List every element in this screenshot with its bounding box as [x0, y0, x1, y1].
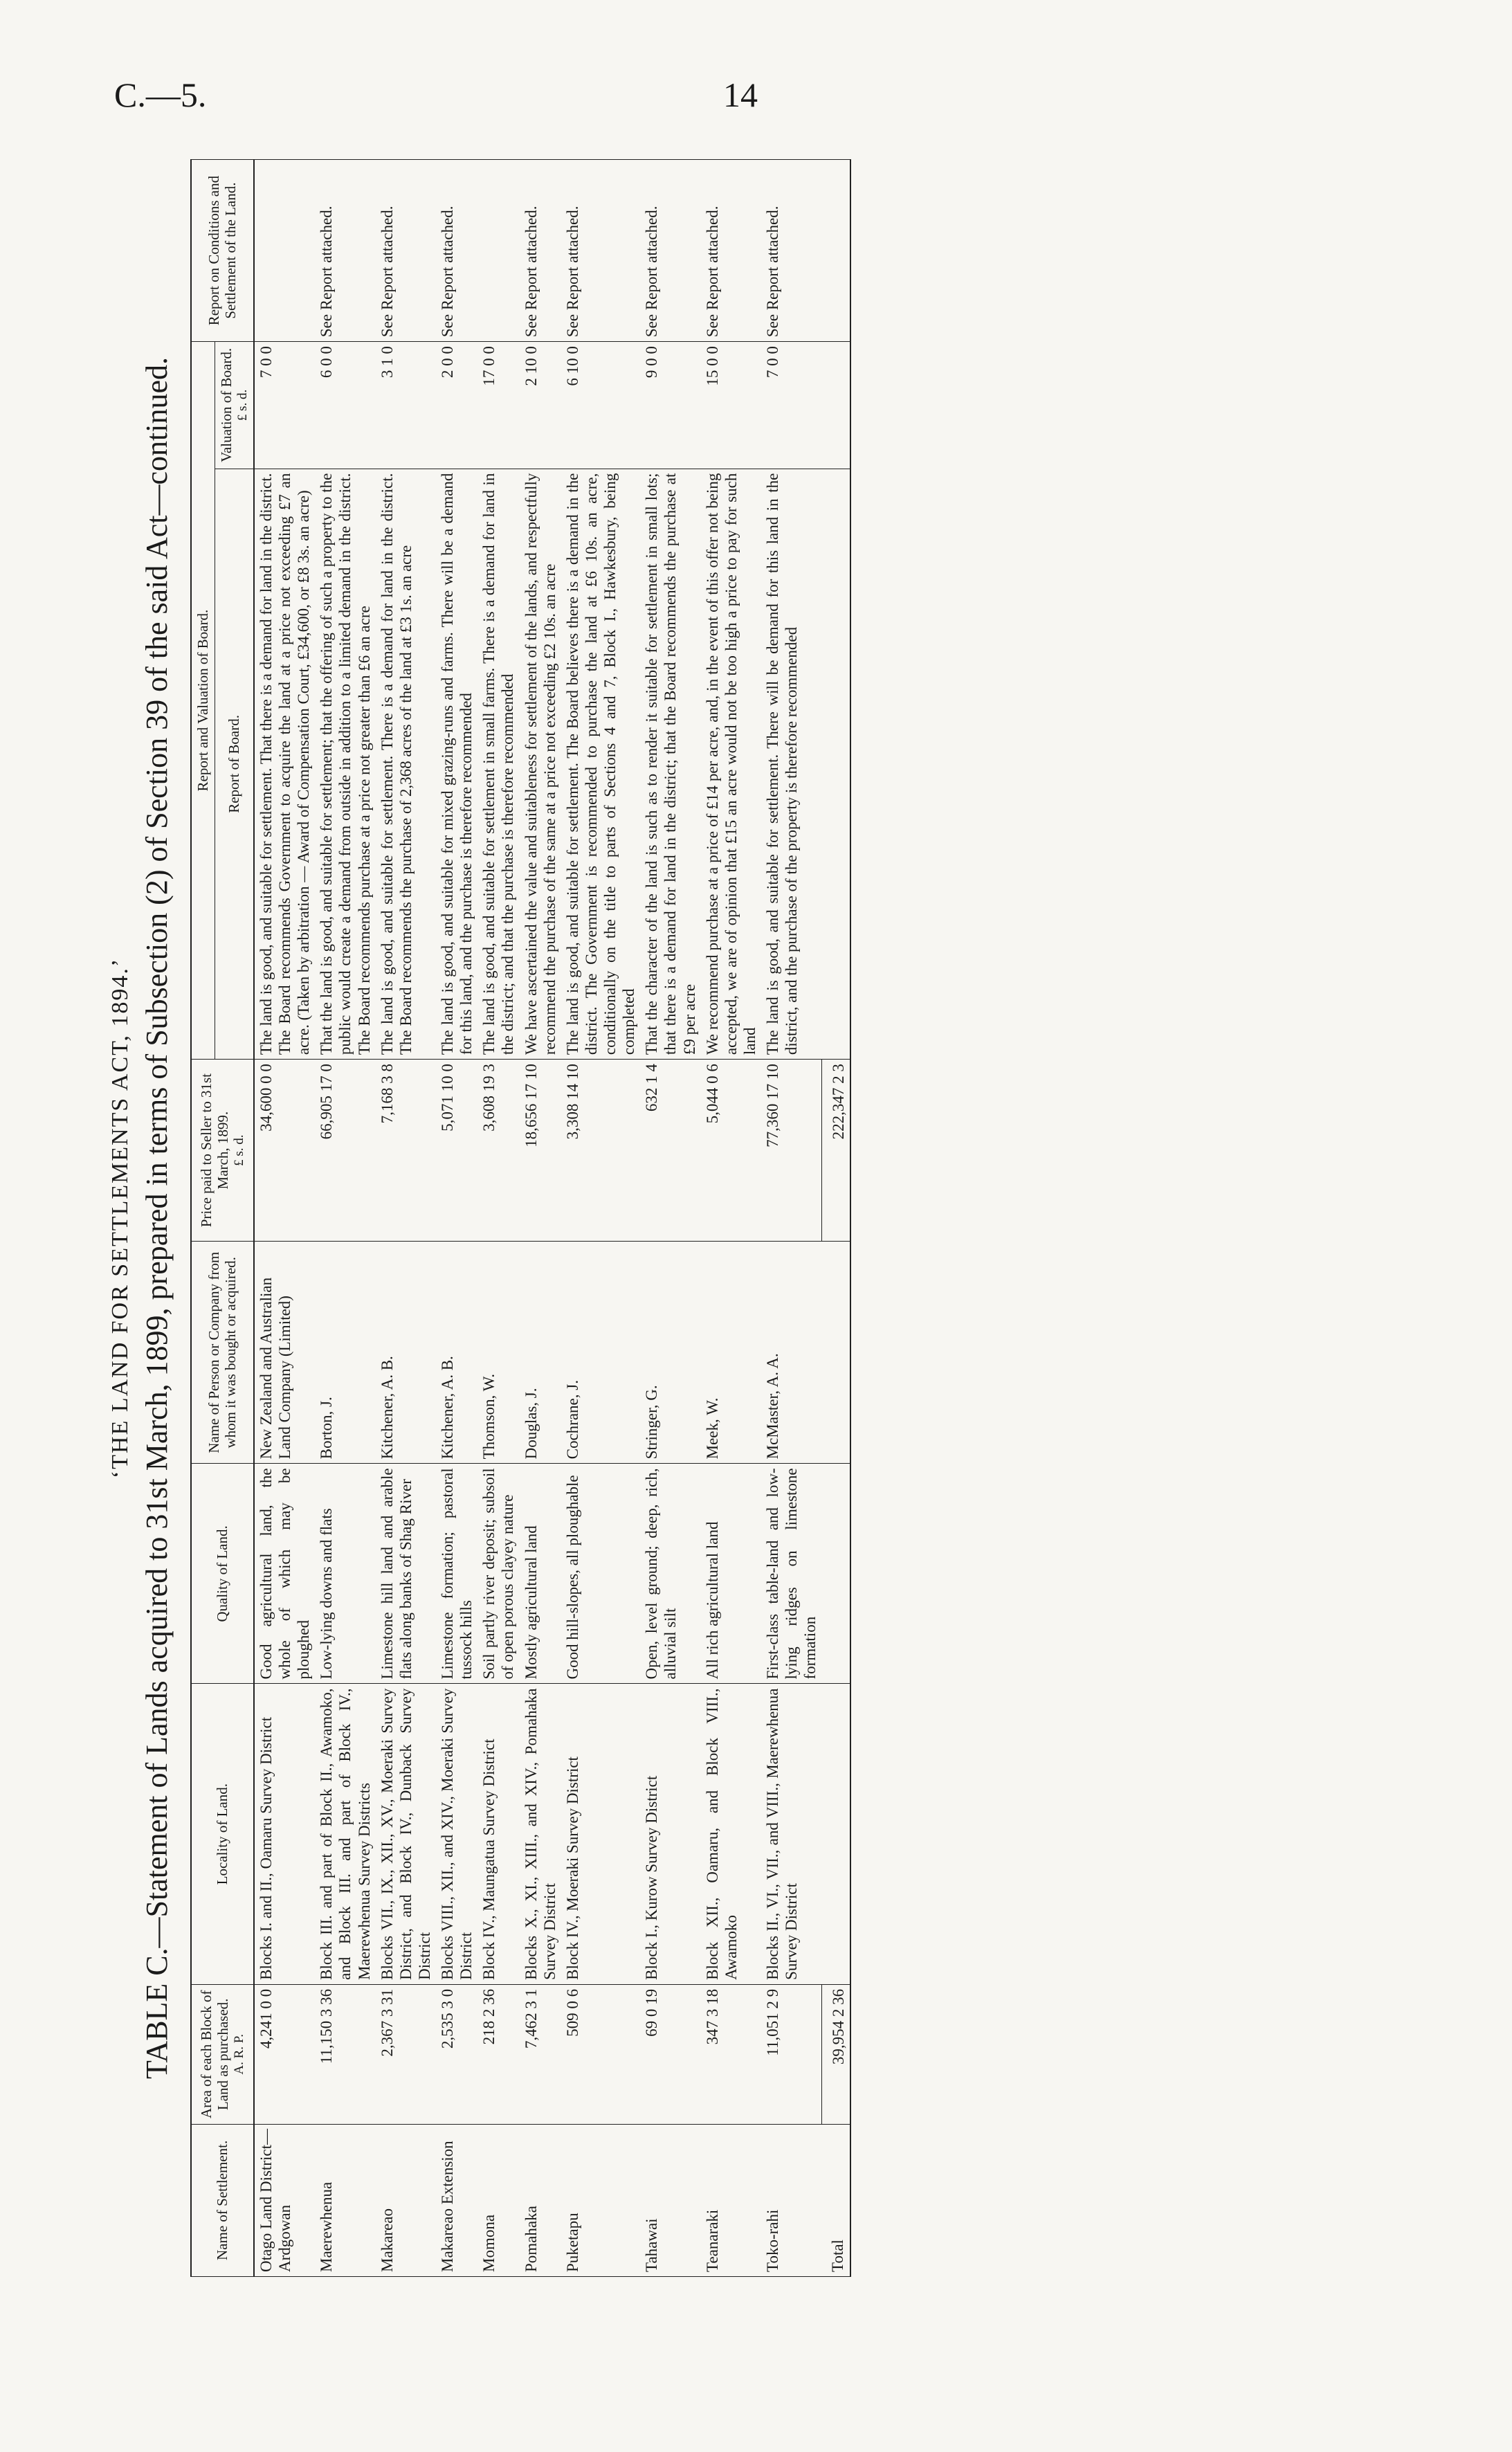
price-value: 34,600 0 0 [254, 1060, 315, 1242]
locality-value: Blocks II., VI., VII., and VIII., Maerewhenua Survey District [761, 1684, 821, 1984]
quality-value: All rich agricultural land [701, 1464, 761, 1684]
table-row [436, 160, 477, 2277]
locality-value: Blocks VIII., XII., and XIV., Moeraki Survey District [436, 1684, 477, 1984]
board-report-value: That the character of the land is such as to render it suitable for settlement in small lots; that there is a demand for land in the district; that the Board recommends the purchase at £9 per acre [640, 469, 700, 1059]
quality-value: Soil partly river deposit; subsoil of open porous clayey nature [477, 1464, 519, 1684]
page-reference: C.—5. [114, 75, 207, 114]
board-report-value: The land is good, and suitable for settlement in small farms. There is a demand for land in the district; and that the purchase is therefore recommended [477, 469, 519, 1059]
locality-value: Block I., Kurow Survey District [640, 1684, 700, 1984]
settlement-name: Maerewhenua [315, 2124, 375, 2276]
conditions-value: See Report attached. [436, 160, 477, 342]
area-value: 509 0 6 [561, 1984, 641, 2124]
valuation-value: 7 0 0 [254, 342, 315, 469]
locality-value: Block III. and part of Block II., Awamoko, and Block III. and part of Block IV., Maerewhenua Survey Districts [315, 1684, 375, 1984]
settlement-name: Momona [477, 2124, 519, 2276]
header-conditions: Report on Conditions and Settlement of the Land. [191, 160, 254, 342]
total-label: Total [821, 2124, 850, 2276]
locality-value: Block XII., Oamaru, and Block VIII., Awamoko [701, 1684, 761, 1984]
conditions-value [254, 160, 315, 342]
header-valuation: Valuation of Board. £ s. d. [215, 342, 254, 469]
valuation-units: £ s. d. [235, 389, 250, 421]
header-board-report: Report of Board. [215, 469, 254, 1059]
table-row [701, 160, 761, 2277]
valuation-value: 2 0 0 [436, 342, 477, 469]
price-units: £ s. d. [232, 1134, 247, 1166]
header-locality: Locality of Land. [191, 1684, 254, 1984]
price-value: 3,608 19 3 [477, 1060, 519, 1242]
valuation-value: 9 0 0 [640, 342, 700, 469]
seller-value: Cochrane, J. [561, 1242, 641, 1464]
area-value: 2,367 3 31 [376, 1984, 436, 2124]
header-board-group: Report and Valuation of Board. [191, 342, 215, 1060]
seller-value: Thomson, W. [477, 1242, 519, 1464]
table-row [640, 160, 700, 2277]
quality-value: Open, level ground; deep, rich, alluvial silt [640, 1464, 700, 1684]
board-report-value: That the land is good, and suitable for settlement; that the offering of such a property to the public would create a demand from outside in addition to a limited demand in the district. The Board recommends purchase at a price not greater than £6 an acre [315, 469, 375, 1059]
table-row [376, 160, 436, 2277]
price-value: 77,360 17 10 [761, 1060, 821, 1242]
table-row [254, 160, 315, 2277]
price-value: 5,044 0 6 [701, 1060, 761, 1242]
board-report-value: We recommend purchase at a price of £14 per acre, and, in the event of this offer not being accepted, we are of opinion that £15 an acre would not be too high a price to pay for such land [701, 469, 761, 1059]
conditions-value: See Report attached. [640, 160, 700, 342]
area-value: 2,535 3 0 [436, 1984, 477, 2124]
locality-value: Blocks I. and II., Oamaru Survey District [254, 1684, 315, 1984]
quality-value: Limestone formation; pastoral tussock hills [436, 1464, 477, 1684]
price-value: 5,071 10 0 [436, 1060, 477, 1242]
locality-value: Block IV., Maungatua Survey District [477, 1684, 519, 1984]
area-units: A. R. P. [232, 2034, 247, 2075]
board-report-value: The land is good, and suitable for settlement. The Board believes there is a demand in the district. The Government is recommended to purchase the land at £6 10s. an acre, conditionally on the title to parts of Sections 4 and 7, Block I., Hawkesbury, being completed [561, 469, 641, 1059]
seller-value: Kitchener, A. B. [376, 1242, 436, 1464]
quality-value: Low-lying downs and flats [315, 1464, 375, 1684]
header-seller: Name of Person or Company from whom it was bought or acquired. [191, 1242, 254, 1464]
seller-value: New Zealand and Australian Land Company (Limited) [254, 1242, 315, 1464]
area-value: 218 2 36 [477, 1984, 519, 2124]
board-report-value: The land is good, and suitable for mixed grazing-runs and farms. There will be a demand for this land, and the purchase is therefore recommended [436, 469, 477, 1059]
area-value: 347 3 18 [701, 1984, 761, 2124]
table-row [477, 160, 519, 2277]
valuation-value: 17 0 0 [477, 342, 519, 469]
conditions-value [477, 160, 519, 342]
valuation-value: 3 1 0 [376, 342, 436, 469]
price-value: 3,308 14 10 [561, 1060, 641, 1242]
board-report-value: We have ascertained the value and suitableness for settlement of the lands, and respectfully recommend the purchase of the same at a price not exceeding £2 10s. an acre [520, 469, 561, 1059]
settlement-name: Toko-rahi [761, 2124, 821, 2276]
rotated-table-page [107, 159, 1401, 2277]
table-body [254, 160, 850, 2277]
conditions-value: See Report attached. [561, 160, 641, 342]
valuation-value: 6 10 0 [561, 342, 641, 469]
area-value: 11,150 3 36 [315, 1984, 375, 2124]
locality-value: Block IV., Moeraki Survey District [561, 1684, 641, 1984]
board-report-value: The land is good, and suitable for settlement. There is a demand for land in the district. The Board recommends the purchase of 2,368 acres of the land at £3 1s. an acre [376, 469, 436, 1059]
conditions-value: See Report attached. [315, 160, 375, 342]
seller-value: Stringer, G. [640, 1242, 700, 1464]
seller-value: McMaster, A. A. [761, 1242, 821, 1464]
conditions-value: See Report attached. [520, 160, 561, 342]
header-area: Area of each Block of Land as purchased. A. R. P. [191, 1984, 254, 2124]
table-title: TABLE C.—Statement of Lands acquired to 31st March, 1899, prepared in terms of Subsection (2) of Section 39 of the said Act—continued. [140, 356, 174, 2080]
board-report-value: The land is good, and suitable for settlement. There will be demand for this land in the district, and the purchase of the property is therefore recommended [761, 469, 821, 1059]
quality-value: Mostly agricultural land [520, 1464, 561, 1684]
total-price: 222,347 2 3 [821, 1060, 850, 1242]
seller-value: Kitchener, A. B. [436, 1242, 477, 1464]
seller-value: Meek, W. [701, 1242, 761, 1464]
board-report-value: The land is good, and suitable for settlement. That there is a demand for land in the district. The Board recommends Government to acquire the land at a price not exceeding £7 an acre. (Taken by arbitration — Award of Compensation Court, £34,600, or £8 3s. an acre) [254, 469, 315, 1059]
conditions-value: See Report attached. [701, 160, 761, 342]
quality-value: Good hill-slopes, all ploughable [561, 1464, 641, 1684]
table-row [315, 160, 375, 2277]
valuation-value: 7 0 0 [761, 342, 821, 469]
conditions-value: See Report attached. [761, 160, 821, 342]
act-title: ‘THE LAND FOR SETTLEMENTS ACT, 1894.’ [107, 957, 133, 1479]
valuation-value: 2 10 0 [520, 342, 561, 469]
settlement-name: Makareao [376, 2124, 436, 2276]
table-header [191, 160, 254, 2277]
seller-value: Douglas, J. [520, 1242, 561, 1464]
settlement-name: Tahawai [640, 2124, 700, 2276]
table-row [561, 160, 641, 2277]
valuation-value: 6 0 0 [315, 342, 375, 469]
locality-value: Blocks VII., IX., XII., XV., Moeraki Survey District, and Block IV., Dunback Survey District [376, 1684, 436, 1984]
header-price: Price paid to Seller to 31st March, 1899. £ s. d. [191, 1060, 254, 1242]
page-number: 14 [723, 75, 758, 114]
settlement-name: Otago Land District— Ardgowan [254, 2124, 315, 2276]
area-value: 4,241 0 0 [254, 1984, 315, 2124]
table-row [761, 160, 821, 2277]
settlement-table [190, 159, 851, 2277]
table-row [520, 160, 561, 2277]
area-value: 11,051 2 9 [761, 1984, 821, 2124]
settlement-name: Puketapu [561, 2124, 641, 2276]
valuation-value: 15 0 0 [701, 342, 761, 469]
area-value: 7,462 3 1 [520, 1984, 561, 2124]
total-row [821, 160, 850, 2277]
header-settlement: Name of Settlement. [191, 2124, 254, 2276]
price-value: 7,168 3 8 [376, 1060, 436, 1242]
locality-value: Blocks X., XI., XIII., and XIV., Pomahaka Survey District [520, 1684, 561, 1984]
price-value: 18,656 17 10 [520, 1060, 561, 1242]
quality-value: Good agricultural land, the whole of which may be ploughed [254, 1464, 315, 1684]
conditions-value: See Report attached. [376, 160, 436, 342]
seller-value: Borton, J. [315, 1242, 375, 1464]
total-area: 39,954 2 36 [821, 1984, 850, 2124]
area-value: 69 0 19 [640, 1984, 700, 2124]
settlement-name: Teanaraki [701, 2124, 761, 2276]
quality-value: First-class table-land and low-lying ridges on limestone formation [761, 1464, 821, 1684]
settlement-name: Makareao Extension [436, 2124, 477, 2276]
header-quality: Quality of Land. [191, 1464, 254, 1684]
price-value: 66,905 17 0 [315, 1060, 375, 1242]
quality-value: Limestone hill land and arable flats along banks of Shag River [376, 1464, 436, 1684]
price-value: 632 1 4 [640, 1060, 700, 1242]
settlement-name: Pomahaka [520, 2124, 561, 2276]
